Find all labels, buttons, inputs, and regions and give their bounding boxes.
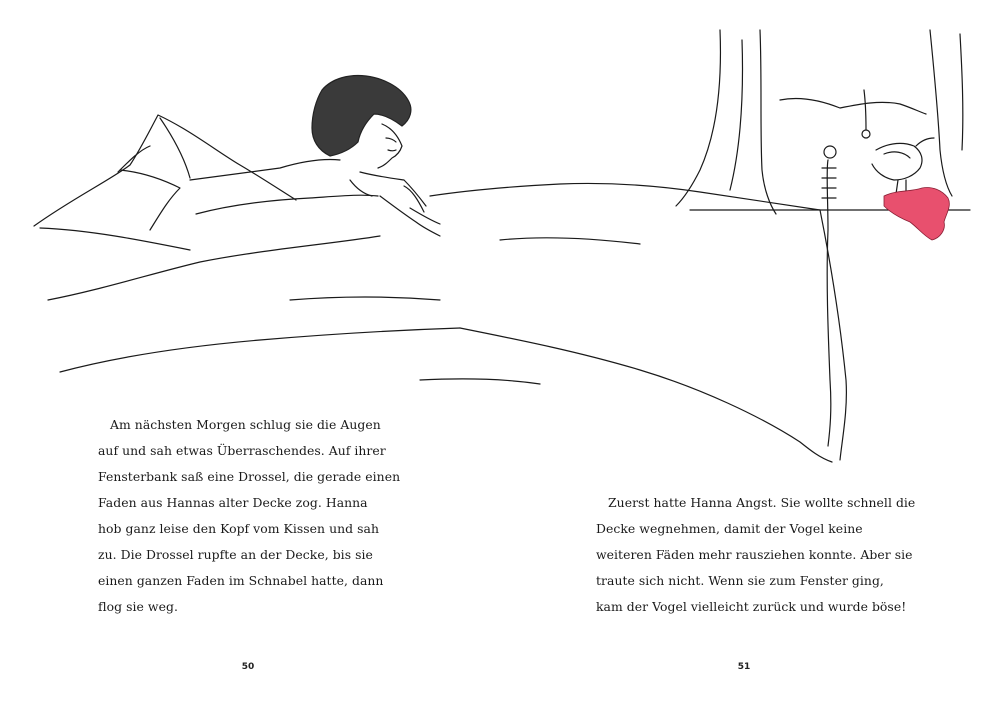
page-number-left: 50 [241,662,255,672]
paragraph-line: weiteren Fäden mehr rausziehen konnte. Aber sie [596,547,913,562]
paragraph-line: Am nächsten Morgen schlug sie die Augen [110,417,381,432]
hair-drawing [312,76,411,156]
window-curtain-drawing [676,30,970,214]
paragraph-line: einen ganzen Faden im Schnabel hatte, dann [98,573,384,588]
paragraph-line: Decke wegnehmen, damit der Vogel keine [596,521,863,536]
paragraph-line: kam der Vogel vielleicht zurück und wurde böse! [596,599,907,614]
paragraph-line: traute sich nicht. Wenn sie zum Fenster ging, [596,573,884,588]
left-page-paragraph [98,412,400,620]
paragraph-line: hob ganz leise den Kopf vom Kissen und sah [98,521,379,536]
paragraph-line: Fensterbank saß eine Drossel, die gerade einen [98,469,401,484]
paragraph-line: auf und sah etwas Überraschendes. Auf ihrer [98,443,386,458]
paragraph-line: Faden aus Hannas alter Decke zog. Hanna [98,495,368,510]
red-blanket-thread-shape [884,187,949,240]
right-page-paragraph [596,490,915,620]
thrush-bird-drawing [872,138,934,194]
pillow-drawing [34,115,296,250]
page-number-right: 51 [737,662,751,672]
paragraph-line: zu. Die Drossel rupfte an der Decke, bis sie [98,547,373,562]
paragraph-line: Zuerst hatte Hanna Angst. Sie wollte schnell die [608,495,916,510]
paragraph-line: flog sie weg. [98,599,178,614]
